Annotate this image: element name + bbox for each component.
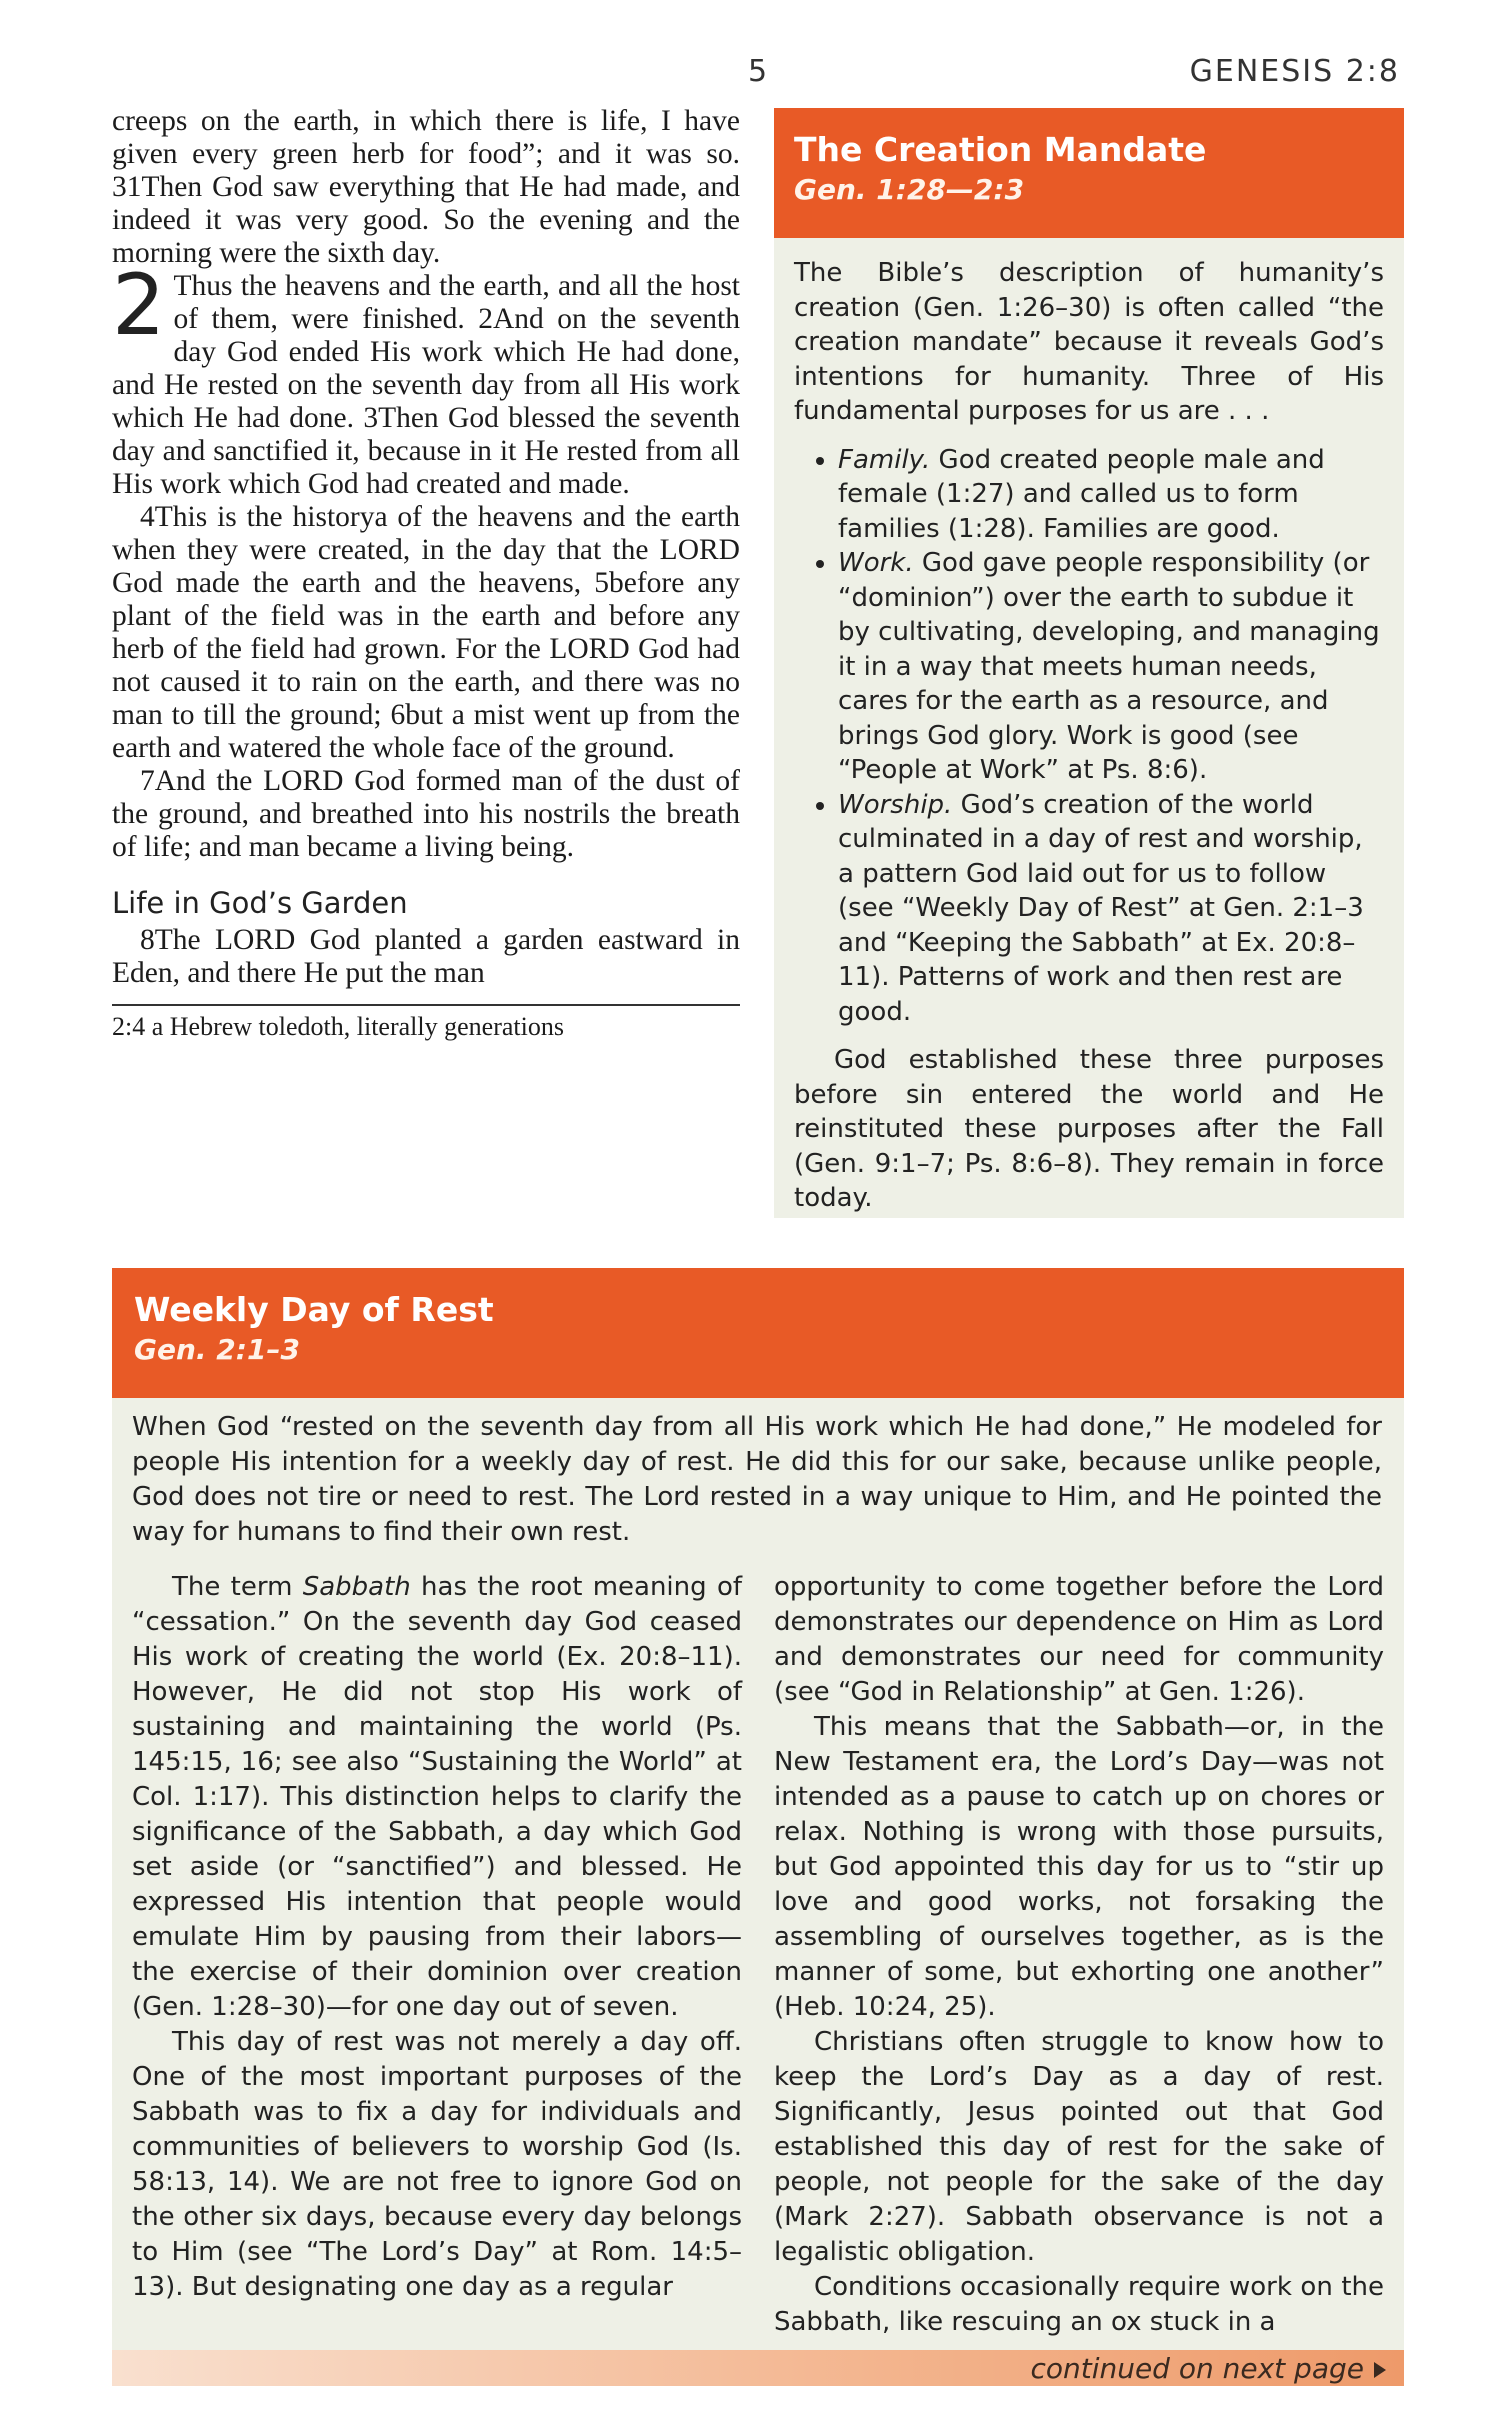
list-item — [838, 788, 1384, 1030]
scripture-paragraph: 7And the LORD God formed man of the dust of the ground, and breathed into his nostrils the breath of life; and man became a living being. — [112, 765, 740, 863]
section-heading: Life in God’s Garden — [112, 886, 408, 920]
feature-column-right — [774, 1570, 1384, 2340]
weekly-day-of-rest-feature — [112, 1268, 1404, 2386]
continued-text: continued on next page — [1030, 2352, 1364, 2385]
footnote: 2:4 a Hebrew toledoth, literally generations — [112, 1012, 564, 1041]
purpose-term: Worship. — [838, 789, 953, 820]
scripture-paragraph: 8The LORD God planted a garden eastward in Eden, and there He put the man — [112, 924, 740, 989]
continued-link[interactable] — [1030, 2352, 1386, 2385]
scripture-paragraph-chapter-2 — [112, 256, 740, 501]
sidebar-intro: The Bible’s description of humanity’s creation (Gen. 1:26–30) is often called “the creation mandate” because it reveals God’s intentions for humanity. Three of His fundamental purposes for us are . . . — [794, 258, 1384, 426]
purpose-text: God gave people responsibility (or “dominion”) over the earth to subdue it by cultivating, developing, and managing it in a way that meets human needs, cares for the earth as a resource, and brings God glory. Work is good (see “People at Work” at Ps. 8:6). — [838, 548, 1380, 785]
scripture-paragraph: 4This is the historya of the heavens and the earth when they were created, in the day that the LORD God made the earth and the heavens, 5before any plant of the field was in the earth and before any herb of the field had grown. For the LORD God had not caused it to rain on the earth, and there was no man to till the ground; 6but a mist went up from the earth and watered the whole face of the ground. — [112, 501, 740, 764]
purpose-text: God’s creation of the world culminated in a day of rest and worship, a pattern God laid out for us to follow (see “Weekly Day of Rest” at Gen. 2:1–3 and “Keeping the Sabbath” at Ex. 20:8–11). Patterns of work and then rest are good. — [838, 789, 1364, 1027]
sidebar-header — [774, 108, 1404, 238]
feature-paragraph — [132, 1570, 742, 2025]
text-run: The term — [172, 1572, 303, 1602]
triangle-right-icon — [1374, 2362, 1386, 2378]
chapter-number: 2 — [112, 256, 166, 354]
sidebar-conclusion: God established these three purposes before sin entered the world and He reinstituted these purposes after the Fall (Gen. 9:1–7; Ps. 8:6–8). They remain in force today. — [794, 1045, 1384, 1213]
feature-paragraph: Conditions occasionally require work on the Sabbath, like rescuing an ox stuck in a — [774, 2272, 1384, 2337]
feature-reference: Gen. 2:1–3 — [134, 1333, 300, 1366]
scripture-column — [112, 105, 740, 1042]
feature-paragraph: This means that the Sabbath—or, in the New Testament era, the Lord’s Day—was not intended as a pause to catch up on chores or relax. Nothing is wrong with those pursuits, but God appointed this day for us to “stir up love and good works, not forsaking the assembling of ourselves together, as is the manner of some, but exhorting one another” (Heb. 10:24, 25). — [774, 1712, 1384, 2022]
scripture-text: Thus the heavens and the earth, and all the host of them, were finished. 2And on the seventh day God ended His work which He had done, and He rested on the seventh day from all His work which He had done. 3Then God blessed the seventh day and sanctified it, because in it He rested from all His work which God had created and made. — [112, 270, 740, 500]
feature-title: Weekly Day of Rest — [134, 1290, 494, 1329]
list-item — [838, 443, 1384, 547]
feature-paragraph: This day of rest was not merely a day off. One of the most important purposes of the Sabbath was to fix a day for individuals and communities of believers to worship God (Is. 58:13, 14). We are not free to ignore God on the other six days, because every day belongs to Him (see “The Lord’s Day” at Rom. 14:5–13). But designating one day as a regular — [132, 2027, 742, 2302]
purpose-term: Work. — [838, 548, 914, 578]
creation-mandate-sidebar — [774, 108, 1404, 1218]
running-head: GENESIS 2:8 — [1189, 54, 1400, 89]
scripture-paragraph: creeps on the earth, in which there is life, I have given every green herb for food”; and it was so. 31Then God saw everything that He had made, and indeed it was very good. So the evening and the morning were the sixth day. — [112, 105, 740, 269]
term-sabbath: Sabbath — [302, 1572, 411, 1602]
purpose-text: God created people male and female (1:27) and called us to form families (1:28). Families are good. — [838, 444, 1325, 544]
feature-paragraph: opportunity to come together before the Lord demonstrates our dependence on Him as Lord and demonstrates our need for community (see “God in Relationship” at Gen. 1:26). — [774, 1572, 1384, 1707]
page-number: 5 — [748, 54, 768, 89]
feature-header — [112, 1268, 1404, 1398]
sidebar-body — [774, 238, 1404, 1216]
list-item — [838, 546, 1384, 788]
purpose-term: Family. — [838, 444, 931, 475]
purpose-list — [794, 443, 1384, 1030]
sidebar-title: The Creation Mandate — [794, 130, 1207, 169]
feature-column-left — [132, 1570, 742, 2305]
footnote-divider — [112, 1004, 740, 1006]
continued-bar — [112, 2350, 1404, 2386]
sidebar-reference: Gen. 1:28—2:3 — [794, 173, 1025, 206]
feature-paragraph: Christians often struggle to know how to keep the Lord’s Day as a day of rest. Significantly, Jesus pointed out that God established this day of rest for the sake of people, not people for the sake of the day (Mark 2:27). Sabbath observance is not a legalistic obligation. — [774, 2027, 1384, 2267]
text-run: has the root meaning of “cessation.” On the seventh day God ceased His work of creating the world (Ex. 20:8–11). However, He did not stop His work of sustaining and maintaining the world (Ps. 145:15, 16; see also “Sustaining the World” at Col. 1:17). This distinction helps to clarify the significance of the Sabbath, a day which God set aside (or “sanctified”) and blessed. He expressed His intention that people would emulate Him by pausing from their labors—the exercise of their dominion over creation (Gen. 1:28–30)—for one day out of seven. — [132, 1572, 742, 2022]
feature-intro: When God “rested on the seventh day from all His work which He had done,” He modeled for people His intention for a weekly day of rest. He did this for our sake, because unlike people, God does not tire or need to rest. The Lord rested in a way unique to Him, and He pointed the way for humans to find their own rest. — [132, 1412, 1382, 1547]
